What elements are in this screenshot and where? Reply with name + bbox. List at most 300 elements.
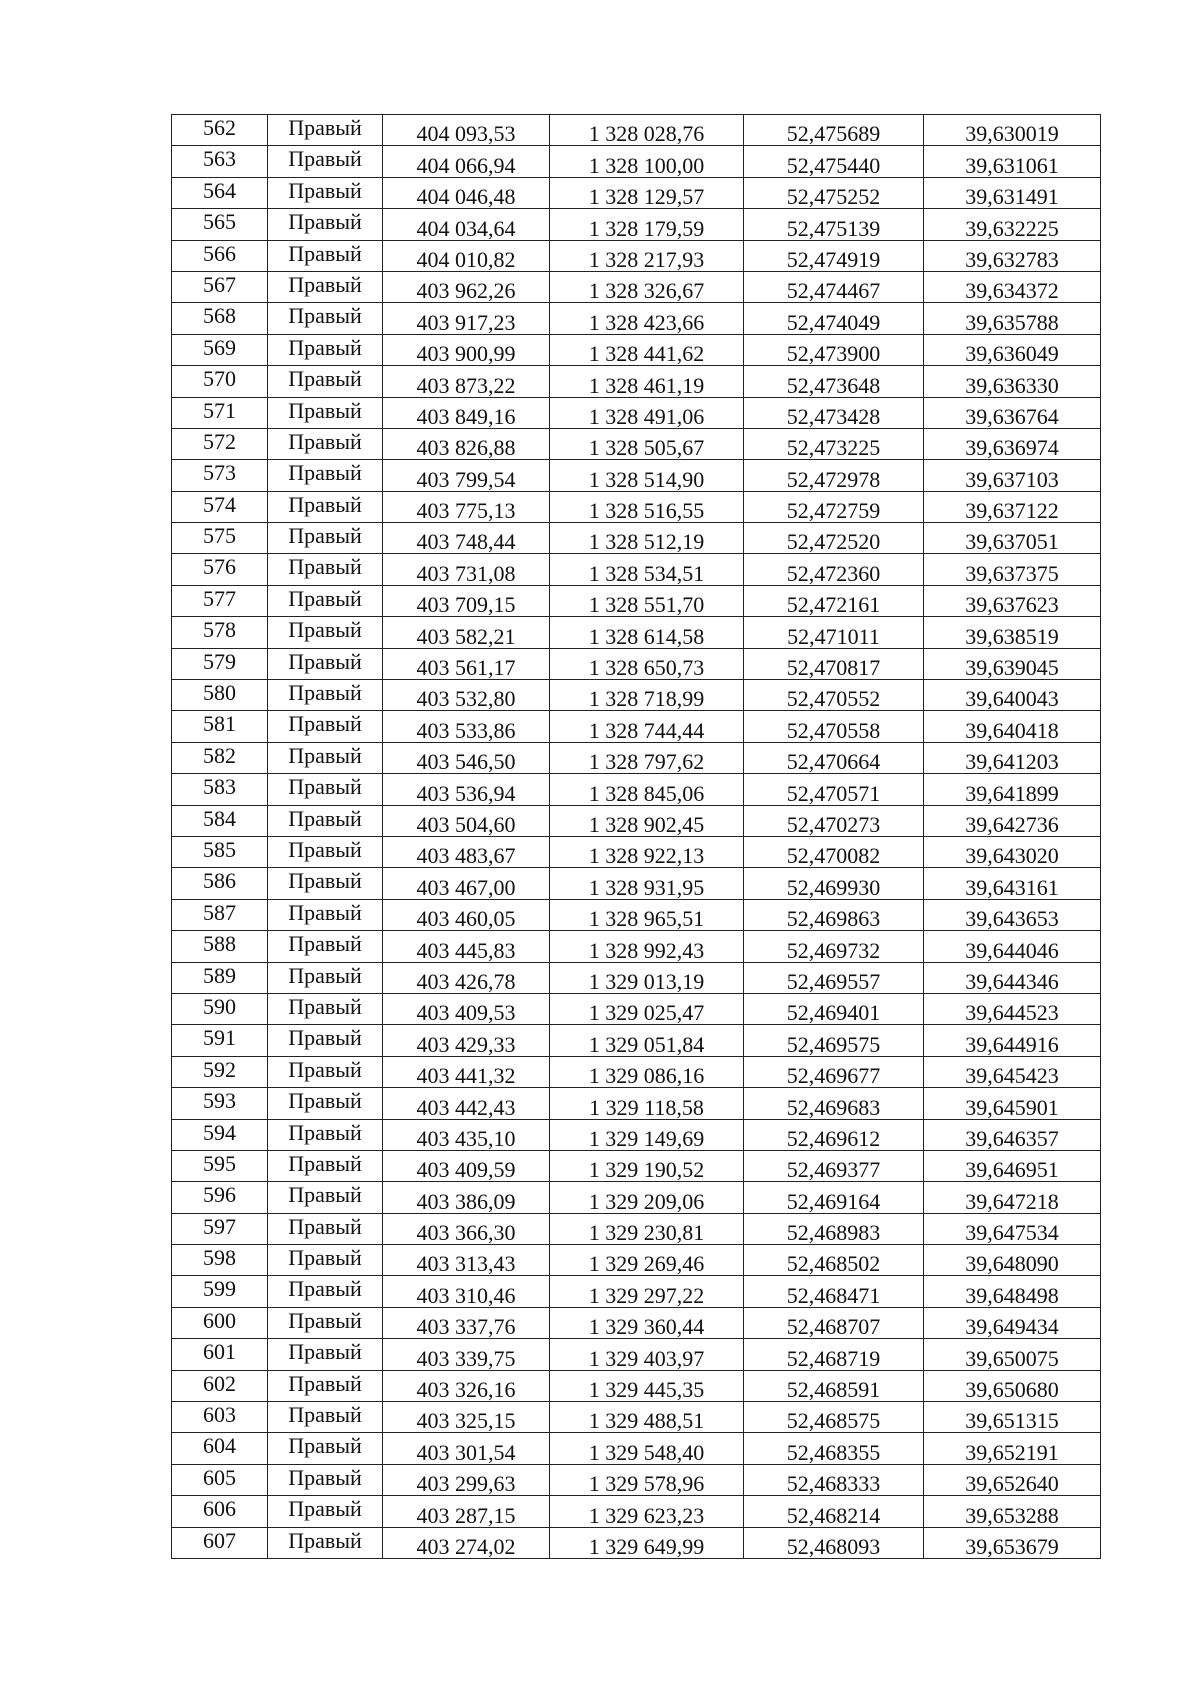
y-coordinate-cell: 1 328 718,99	[550, 680, 744, 711]
longitude-cell: 39,652640	[924, 1464, 1101, 1495]
longitude-cell: 39,632783	[924, 240, 1101, 271]
longitude-cell: 39,644046	[924, 931, 1101, 962]
latitude-cell: 52,474919	[744, 240, 924, 271]
table-row	[172, 711, 1101, 742]
y-coordinate-cell: 1 328 461,19	[550, 366, 744, 397]
x-coordinate-cell: 404 046,48	[383, 177, 550, 208]
longitude-cell: 39,648498	[924, 1276, 1101, 1307]
longitude-cell: 39,650075	[924, 1339, 1101, 1370]
latitude-cell: 52,475689	[744, 115, 924, 146]
table-row	[172, 1088, 1101, 1119]
table-row	[172, 523, 1101, 554]
y-coordinate-cell: 1 329 445,35	[550, 1370, 744, 1401]
latitude-cell: 52,470817	[744, 648, 924, 679]
y-coordinate-cell: 1 328 028,76	[550, 115, 744, 146]
longitude-cell: 39,643653	[924, 899, 1101, 930]
y-coordinate-cell: 1 328 744,44	[550, 711, 744, 742]
longitude-cell: 39,637103	[924, 460, 1101, 491]
table-row	[172, 1025, 1101, 1056]
longitude-cell: 39,631491	[924, 177, 1101, 208]
side-cell: Правый	[268, 1056, 383, 1087]
point-number-cell: 587	[172, 899, 268, 930]
side-cell: Правый	[268, 428, 383, 459]
table-row	[172, 1245, 1101, 1276]
y-coordinate-cell: 1 328 512,19	[550, 523, 744, 554]
y-coordinate-cell: 1 328 326,67	[550, 271, 744, 302]
table-row	[172, 1276, 1101, 1307]
latitude-cell: 52,472978	[744, 460, 924, 491]
x-coordinate-cell: 403 709,15	[383, 585, 550, 616]
latitude-cell: 52,468471	[744, 1276, 924, 1307]
latitude-cell: 52,473900	[744, 334, 924, 365]
side-cell: Правый	[268, 1119, 383, 1150]
longitude-cell: 39,651315	[924, 1402, 1101, 1433]
side-cell: Правый	[268, 585, 383, 616]
side-cell: Правый	[268, 1025, 383, 1056]
point-number-cell: 563	[172, 146, 268, 177]
latitude-cell: 52,472520	[744, 523, 924, 554]
point-number-cell: 593	[172, 1088, 268, 1119]
side-cell: Правый	[268, 397, 383, 428]
x-coordinate-cell: 403 299,63	[383, 1464, 550, 1495]
y-coordinate-cell: 1 328 129,57	[550, 177, 744, 208]
x-coordinate-cell: 403 274,02	[383, 1527, 550, 1558]
side-cell: Правый	[268, 1245, 383, 1276]
latitude-cell: 52,468719	[744, 1339, 924, 1370]
table-row	[172, 460, 1101, 491]
x-coordinate-cell: 403 748,44	[383, 523, 550, 554]
point-number-cell: 585	[172, 836, 268, 867]
latitude-cell: 52,470082	[744, 836, 924, 867]
point-number-cell: 571	[172, 397, 268, 428]
longitude-cell: 39,636049	[924, 334, 1101, 365]
y-coordinate-cell: 1 329 488,51	[550, 1402, 744, 1433]
side-cell: Правый	[268, 617, 383, 648]
y-coordinate-cell: 1 328 614,58	[550, 617, 744, 648]
x-coordinate-cell: 403 310,46	[383, 1276, 550, 1307]
longitude-cell: 39,644916	[924, 1025, 1101, 1056]
x-coordinate-cell: 403 536,94	[383, 774, 550, 805]
longitude-cell: 39,640043	[924, 680, 1101, 711]
longitude-cell: 39,645423	[924, 1056, 1101, 1087]
y-coordinate-cell: 1 329 578,96	[550, 1464, 744, 1495]
table-row	[172, 397, 1101, 428]
y-coordinate-cell: 1 329 013,19	[550, 962, 744, 993]
point-number-cell: 595	[172, 1150, 268, 1181]
longitude-cell: 39,636764	[924, 397, 1101, 428]
table-row	[172, 1496, 1101, 1527]
longitude-cell: 39,639045	[924, 648, 1101, 679]
latitude-cell: 52,468575	[744, 1402, 924, 1433]
y-coordinate-cell: 1 328 902,45	[550, 805, 744, 836]
point-number-cell: 599	[172, 1276, 268, 1307]
y-coordinate-cell: 1 328 179,59	[550, 209, 744, 240]
side-cell: Правый	[268, 962, 383, 993]
longitude-cell: 39,630019	[924, 115, 1101, 146]
latitude-cell: 52,468333	[744, 1464, 924, 1495]
table-row	[172, 428, 1101, 459]
longitude-cell: 39,644523	[924, 993, 1101, 1024]
x-coordinate-cell: 404 093,53	[383, 115, 550, 146]
latitude-cell: 52,470273	[744, 805, 924, 836]
side-cell: Правый	[268, 742, 383, 773]
latitude-cell: 52,468355	[744, 1433, 924, 1464]
side-cell: Правый	[268, 1276, 383, 1307]
y-coordinate-cell: 1 329 403,97	[550, 1339, 744, 1370]
point-number-cell: 590	[172, 993, 268, 1024]
latitude-cell: 52,470552	[744, 680, 924, 711]
latitude-cell: 52,473225	[744, 428, 924, 459]
table-row	[172, 491, 1101, 522]
table-row	[172, 993, 1101, 1024]
table-row	[172, 240, 1101, 271]
table-row	[172, 334, 1101, 365]
longitude-cell: 39,648090	[924, 1245, 1101, 1276]
point-number-cell: 567	[172, 271, 268, 302]
longitude-cell: 39,636330	[924, 366, 1101, 397]
y-coordinate-cell: 1 328 505,67	[550, 428, 744, 459]
x-coordinate-cell: 403 731,08	[383, 554, 550, 585]
x-coordinate-cell: 403 483,67	[383, 836, 550, 867]
side-cell: Правый	[268, 836, 383, 867]
side-cell: Правый	[268, 146, 383, 177]
latitude-cell: 52,469683	[744, 1088, 924, 1119]
side-cell: Правый	[268, 460, 383, 491]
x-coordinate-cell: 403 442,43	[383, 1088, 550, 1119]
x-coordinate-cell: 404 034,64	[383, 209, 550, 240]
latitude-cell: 52,469677	[744, 1056, 924, 1087]
longitude-cell: 39,631061	[924, 146, 1101, 177]
side-cell: Правый	[268, 334, 383, 365]
x-coordinate-cell: 403 582,21	[383, 617, 550, 648]
y-coordinate-cell: 1 328 845,06	[550, 774, 744, 805]
x-coordinate-cell: 403 873,22	[383, 366, 550, 397]
latitude-cell: 52,468502	[744, 1245, 924, 1276]
x-coordinate-cell: 403 917,23	[383, 303, 550, 334]
side-cell: Правый	[268, 523, 383, 554]
point-number-cell: 584	[172, 805, 268, 836]
longitude-cell: 39,637623	[924, 585, 1101, 616]
longitude-cell: 39,641203	[924, 742, 1101, 773]
table-row	[172, 931, 1101, 962]
latitude-cell: 52,469377	[744, 1150, 924, 1181]
y-coordinate-cell: 1 328 514,90	[550, 460, 744, 491]
latitude-cell: 52,475252	[744, 177, 924, 208]
y-coordinate-cell: 1 328 441,62	[550, 334, 744, 365]
point-number-cell: 586	[172, 868, 268, 899]
table-row	[172, 1119, 1101, 1150]
table-row	[172, 836, 1101, 867]
y-coordinate-cell: 1 328 100,00	[550, 146, 744, 177]
y-coordinate-cell: 1 329 548,40	[550, 1433, 744, 1464]
side-cell: Правый	[268, 1339, 383, 1370]
point-number-cell: 566	[172, 240, 268, 271]
table-row	[172, 617, 1101, 648]
side-cell: Правый	[268, 554, 383, 585]
point-number-cell: 602	[172, 1370, 268, 1401]
y-coordinate-cell: 1 328 217,93	[550, 240, 744, 271]
longitude-cell: 39,649434	[924, 1307, 1101, 1338]
table-row	[172, 1150, 1101, 1181]
side-cell: Правый	[268, 899, 383, 930]
longitude-cell: 39,647534	[924, 1213, 1101, 1244]
side-cell: Правый	[268, 868, 383, 899]
latitude-cell: 52,471011	[744, 617, 924, 648]
table-row	[172, 1339, 1101, 1370]
point-number-cell: 581	[172, 711, 268, 742]
point-number-cell: 598	[172, 1245, 268, 1276]
side-cell: Правый	[268, 115, 383, 146]
latitude-cell: 52,469575	[744, 1025, 924, 1056]
y-coordinate-cell: 1 328 965,51	[550, 899, 744, 930]
table-row	[172, 209, 1101, 240]
longitude-cell: 39,645901	[924, 1088, 1101, 1119]
point-number-cell: 562	[172, 115, 268, 146]
point-number-cell: 596	[172, 1182, 268, 1213]
table-row	[172, 1182, 1101, 1213]
table-row	[172, 774, 1101, 805]
latitude-cell: 52,469557	[744, 962, 924, 993]
y-coordinate-cell: 1 328 931,95	[550, 868, 744, 899]
y-coordinate-cell: 1 329 025,47	[550, 993, 744, 1024]
longitude-cell: 39,635788	[924, 303, 1101, 334]
y-coordinate-cell: 1 328 491,06	[550, 397, 744, 428]
x-coordinate-cell: 403 325,15	[383, 1402, 550, 1433]
side-cell: Правый	[268, 271, 383, 302]
side-cell: Правый	[268, 366, 383, 397]
x-coordinate-cell: 403 287,15	[383, 1496, 550, 1527]
side-cell: Правый	[268, 303, 383, 334]
side-cell: Правый	[268, 1213, 383, 1244]
longitude-cell: 39,637051	[924, 523, 1101, 554]
side-cell: Правый	[268, 240, 383, 271]
x-coordinate-cell: 403 849,16	[383, 397, 550, 428]
latitude-cell: 52,469732	[744, 931, 924, 962]
side-cell: Правый	[268, 1307, 383, 1338]
latitude-cell: 52,474467	[744, 271, 924, 302]
y-coordinate-cell: 1 329 118,58	[550, 1088, 744, 1119]
latitude-cell: 52,470664	[744, 742, 924, 773]
latitude-cell: 52,472161	[744, 585, 924, 616]
longitude-cell: 39,640418	[924, 711, 1101, 742]
latitude-cell: 52,468214	[744, 1496, 924, 1527]
longitude-cell: 39,647218	[924, 1182, 1101, 1213]
point-number-cell: 583	[172, 774, 268, 805]
latitude-cell: 52,472360	[744, 554, 924, 585]
side-cell: Правый	[268, 1402, 383, 1433]
table-row	[172, 805, 1101, 836]
table-row	[172, 742, 1101, 773]
y-coordinate-cell: 1 329 297,22	[550, 1276, 744, 1307]
longitude-cell: 39,653288	[924, 1496, 1101, 1527]
latitude-cell: 52,470571	[744, 774, 924, 805]
point-number-cell: 564	[172, 177, 268, 208]
point-number-cell: 576	[172, 554, 268, 585]
latitude-cell: 52,469930	[744, 868, 924, 899]
point-number-cell: 573	[172, 460, 268, 491]
x-coordinate-cell: 403 429,33	[383, 1025, 550, 1056]
x-coordinate-cell: 403 546,50	[383, 742, 550, 773]
point-number-cell: 606	[172, 1496, 268, 1527]
side-cell: Правый	[268, 648, 383, 679]
point-number-cell: 588	[172, 931, 268, 962]
y-coordinate-cell: 1 329 269,46	[550, 1245, 744, 1276]
point-number-cell: 579	[172, 648, 268, 679]
table-row	[172, 868, 1101, 899]
x-coordinate-cell: 403 900,99	[383, 334, 550, 365]
table-row	[172, 648, 1101, 679]
longitude-cell: 39,643161	[924, 868, 1101, 899]
x-coordinate-cell: 403 435,10	[383, 1119, 550, 1150]
x-coordinate-cell: 403 409,59	[383, 1150, 550, 1181]
table-row	[172, 146, 1101, 177]
point-number-cell: 589	[172, 962, 268, 993]
latitude-cell: 52,468707	[744, 1307, 924, 1338]
x-coordinate-cell: 403 561,17	[383, 648, 550, 679]
side-cell: Правый	[268, 1182, 383, 1213]
table-body	[172, 115, 1101, 1559]
side-cell: Правый	[268, 680, 383, 711]
y-coordinate-cell: 1 329 649,99	[550, 1527, 744, 1558]
table-row	[172, 1370, 1101, 1401]
longitude-cell: 39,646357	[924, 1119, 1101, 1150]
y-coordinate-cell: 1 329 149,69	[550, 1119, 744, 1150]
side-cell: Правый	[268, 711, 383, 742]
longitude-cell: 39,637375	[924, 554, 1101, 585]
side-cell: Правый	[268, 1150, 383, 1181]
point-number-cell: 577	[172, 585, 268, 616]
x-coordinate-cell: 403 826,88	[383, 428, 550, 459]
latitude-cell: 52,473648	[744, 366, 924, 397]
x-coordinate-cell: 404 066,94	[383, 146, 550, 177]
point-number-cell: 582	[172, 742, 268, 773]
x-coordinate-cell: 403 504,60	[383, 805, 550, 836]
x-coordinate-cell: 403 366,30	[383, 1213, 550, 1244]
x-coordinate-cell: 403 962,26	[383, 271, 550, 302]
latitude-cell: 52,469401	[744, 993, 924, 1024]
x-coordinate-cell: 403 533,86	[383, 711, 550, 742]
y-coordinate-cell: 1 329 230,81	[550, 1213, 744, 1244]
side-cell: Правый	[268, 931, 383, 962]
x-coordinate-cell: 403 409,53	[383, 993, 550, 1024]
coordinates-table	[171, 114, 1101, 1559]
side-cell: Правый	[268, 993, 383, 1024]
longitude-cell: 39,641899	[924, 774, 1101, 805]
table-row	[172, 115, 1101, 146]
x-coordinate-cell: 403 441,32	[383, 1056, 550, 1087]
table-row	[172, 1527, 1101, 1558]
longitude-cell: 39,632225	[924, 209, 1101, 240]
point-number-cell: 607	[172, 1527, 268, 1558]
point-number-cell: 568	[172, 303, 268, 334]
point-number-cell: 569	[172, 334, 268, 365]
latitude-cell: 52,469164	[744, 1182, 924, 1213]
y-coordinate-cell: 1 328 992,43	[550, 931, 744, 962]
latitude-cell: 52,475440	[744, 146, 924, 177]
x-coordinate-cell: 403 426,78	[383, 962, 550, 993]
point-number-cell: 578	[172, 617, 268, 648]
point-number-cell: 603	[172, 1402, 268, 1433]
longitude-cell: 39,646951	[924, 1150, 1101, 1181]
x-coordinate-cell: 403 445,83	[383, 931, 550, 962]
y-coordinate-cell: 1 328 516,55	[550, 491, 744, 522]
longitude-cell: 39,644346	[924, 962, 1101, 993]
table-row	[172, 1307, 1101, 1338]
side-cell: Правый	[268, 1464, 383, 1495]
y-coordinate-cell: 1 328 650,73	[550, 648, 744, 679]
x-coordinate-cell: 403 386,09	[383, 1182, 550, 1213]
y-coordinate-cell: 1 328 797,62	[550, 742, 744, 773]
side-cell: Правый	[268, 805, 383, 836]
y-coordinate-cell: 1 329 209,06	[550, 1182, 744, 1213]
side-cell: Правый	[268, 1527, 383, 1558]
table-row	[172, 1433, 1101, 1464]
longitude-cell: 39,638519	[924, 617, 1101, 648]
point-number-cell: 591	[172, 1025, 268, 1056]
point-number-cell: 601	[172, 1339, 268, 1370]
point-number-cell: 565	[172, 209, 268, 240]
y-coordinate-cell: 1 328 534,51	[550, 554, 744, 585]
table-row	[172, 899, 1101, 930]
point-number-cell: 574	[172, 491, 268, 522]
y-coordinate-cell: 1 328 551,70	[550, 585, 744, 616]
latitude-cell: 52,474049	[744, 303, 924, 334]
side-cell: Правый	[268, 1370, 383, 1401]
x-coordinate-cell: 403 326,16	[383, 1370, 550, 1401]
x-coordinate-cell: 403 467,00	[383, 868, 550, 899]
longitude-cell: 39,653679	[924, 1527, 1101, 1558]
x-coordinate-cell: 403 460,05	[383, 899, 550, 930]
point-number-cell: 605	[172, 1464, 268, 1495]
latitude-cell: 52,473428	[744, 397, 924, 428]
x-coordinate-cell: 403 775,13	[383, 491, 550, 522]
latitude-cell: 52,472759	[744, 491, 924, 522]
table-row	[172, 1213, 1101, 1244]
x-coordinate-cell: 403 339,75	[383, 1339, 550, 1370]
table-row	[172, 1402, 1101, 1433]
y-coordinate-cell: 1 329 051,84	[550, 1025, 744, 1056]
x-coordinate-cell: 403 301,54	[383, 1433, 550, 1464]
point-number-cell: 597	[172, 1213, 268, 1244]
table-row	[172, 554, 1101, 585]
latitude-cell: 52,475139	[744, 209, 924, 240]
longitude-cell: 39,642736	[924, 805, 1101, 836]
longitude-cell: 39,634372	[924, 271, 1101, 302]
table-row	[172, 680, 1101, 711]
x-coordinate-cell: 403 799,54	[383, 460, 550, 491]
longitude-cell: 39,652191	[924, 1433, 1101, 1464]
x-coordinate-cell: 403 337,76	[383, 1307, 550, 1338]
table-row	[172, 271, 1101, 302]
x-coordinate-cell: 404 010,82	[383, 240, 550, 271]
table-row	[172, 366, 1101, 397]
point-number-cell: 604	[172, 1433, 268, 1464]
y-coordinate-cell: 1 329 360,44	[550, 1307, 744, 1338]
point-number-cell: 570	[172, 366, 268, 397]
table-row	[172, 1464, 1101, 1495]
latitude-cell: 52,469863	[744, 899, 924, 930]
point-number-cell: 592	[172, 1056, 268, 1087]
latitude-cell: 52,468983	[744, 1213, 924, 1244]
table-row	[172, 585, 1101, 616]
side-cell: Правый	[268, 177, 383, 208]
y-coordinate-cell: 1 329 623,23	[550, 1496, 744, 1527]
side-cell: Правый	[268, 1496, 383, 1527]
latitude-cell: 52,468093	[744, 1527, 924, 1558]
x-coordinate-cell: 403 532,80	[383, 680, 550, 711]
point-number-cell: 600	[172, 1307, 268, 1338]
table-row	[172, 1056, 1101, 1087]
